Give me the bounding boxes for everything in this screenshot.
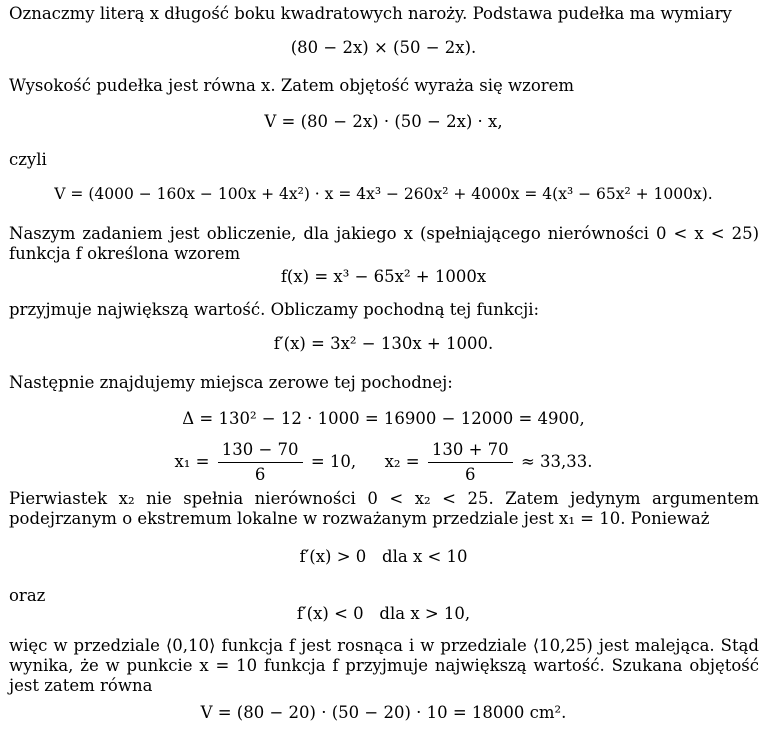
paragraph-8: oraz — [9, 586, 46, 605]
paragraph-5: przyjmuje największą wartość. Obliczamy pochodną tej funkcji: — [9, 300, 540, 319]
paragraph-6: Następnie znajdujemy miejsca zerowe tej pochodnej: — [9, 373, 453, 392]
equation-volume: V = (80 − 2x) · (50 − 2x) · x, — [264, 112, 503, 131]
paragraph-9: więc w przedziale ⟨0,10⟩ funkcja f jest rosnąca i w przedziale ⟨10,25) jest malejąca. Stąd wynika, że w punkcie x = 10 funkcja f przyjmuje największą wartość. Szukana objętość jest zatem równa — [9, 636, 759, 695]
root-x2-denominator: 6 — [465, 464, 476, 484]
equation-final-volume: V = (80 − 20) · (50 − 20) · 10 = 18000 cm². — [200, 703, 567, 722]
paragraph-2: Wysokość pudełka jest równa x. Zatem objętość wyraża się wzorem — [9, 76, 575, 95]
equation-delta: Δ = 130² − 12 · 1000 = 16900 − 12000 = 4900, — [182, 409, 585, 428]
equation-base-dimensions: (80 − 2x) × (50 − 2x). — [290, 38, 477, 57]
equation-roots — [0, 440, 767, 485]
equation-function: f(x) = x³ − 65x² + 1000x — [280, 267, 487, 286]
paragraph-3: czyli — [9, 150, 47, 169]
root-x2-lhs: x₂ = — [384, 451, 420, 471]
root-x1-numerator: 130 − 70 — [218, 440, 303, 463]
root-x1-fraction — [218, 440, 303, 485]
equation-derivative-negative: f′(x) < 0 dla x > 10, — [296, 604, 471, 623]
equation-derivative: f′(x) = 3x² − 130x + 1000. — [273, 334, 494, 353]
root-x1-denominator: 6 — [254, 464, 266, 484]
root-x1-lhs: x₁ = — [174, 451, 210, 471]
root-x2-numerator: 130 + 70 — [428, 440, 513, 463]
paragraph-4: Naszym zadaniem jest obliczenie, dla jakiego x (spełniającego nierówności 0 < x < 25) funkcja f określona wzorem — [9, 224, 759, 263]
paragraph-7: Pierwiastek x₂ nie spełnia nierówności 0 < x₂ < 25. Zatem jedynym argumentem podejrzanym o ekstremum lokalne w rozważanym przedziale jest x₁ = 10. Ponieważ — [9, 489, 759, 528]
equation-volume-expanded: V = (4000 − 160x − 100x + 4x²) · x = 4x³ − 260x² + 4000x = 4(x³ − 65x² + 1000x). — [54, 185, 713, 203]
root-x1-rhs: = 10, — [310, 451, 357, 471]
equation-derivative-positive: f′(x) > 0 dla x < 10 — [299, 547, 468, 566]
root-x2-fraction — [428, 440, 513, 485]
paragraph-1: Oznaczmy literą x długość boku kwadratowych naroży. Podstawa pudełka ma wymiary — [9, 4, 732, 23]
root-x2-rhs: ≈ 33,33. — [520, 451, 593, 471]
